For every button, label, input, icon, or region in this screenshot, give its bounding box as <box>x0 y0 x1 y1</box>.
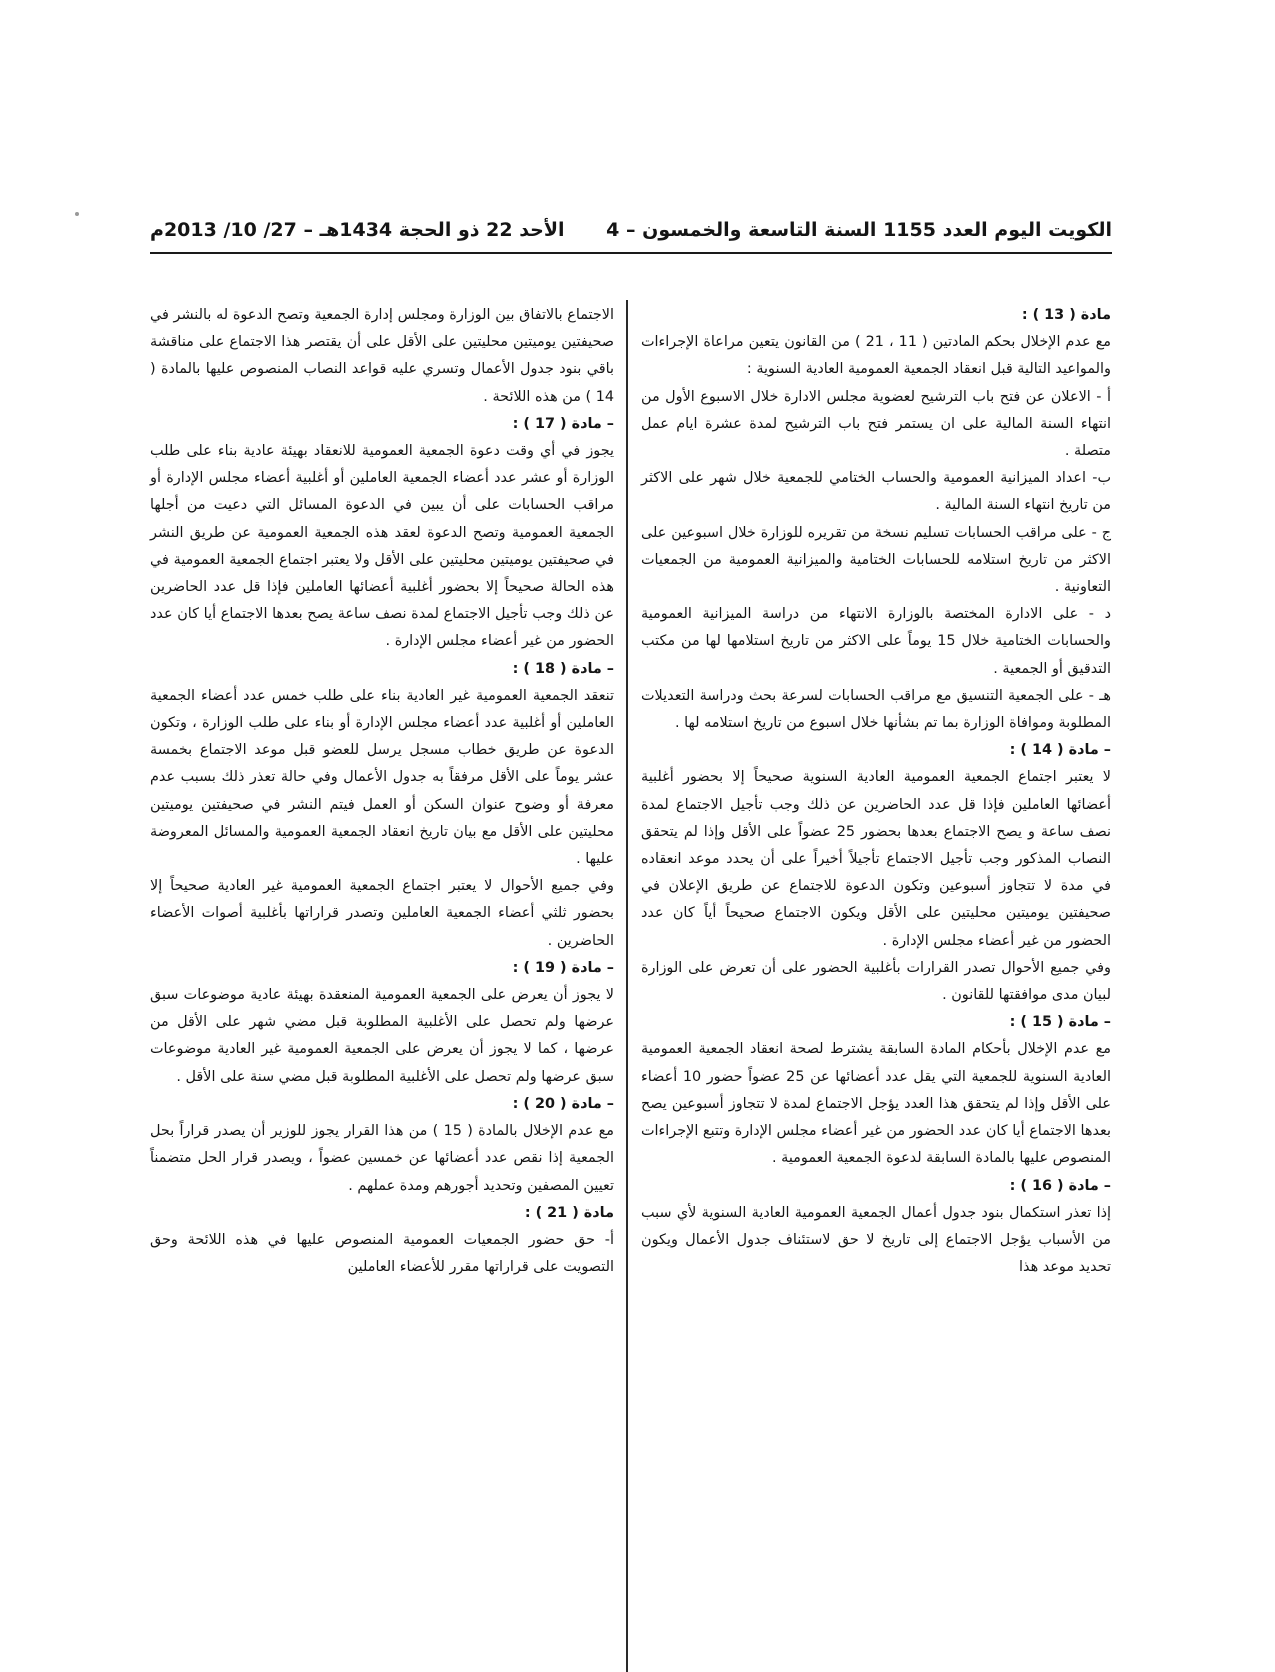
scan-speck <box>75 212 79 216</box>
article-paragraph: يجوز في أي وقت دعوة الجمعية العمومية للانعقاد بهيئة عادية بناء على طلب الوزارة أو عشر عدد أعضاء الجمعية العاملين أو أغلبية أعضاء مجلس الإدارة أو مراقب الحسابات على أن يبين في الدعوة المسائل التي دعيت من أجلها الجمعية العمومية وتصح الدعوة لعقد هذه الجمعية العمومية عن طريق النشر في صحيفتين يوميتين محليتين على الأقل ولا يعتبر اجتماع الجمعية العمومية في هذه الحالة صحيحاً إلا بحضور أغلبية أعضائها العاملين فإذا قل عدد الحاضرين عن ذلك وجب تأجيل الاجتماع لمدة نصف ساعة يصح بعدها الاجتماع أيا كان عدد الحضور من غير أعضاء مجلس الإدارة . <box>150 443 614 650</box>
article-paragraph: لا يجوز أن يعرض على الجمعية العمومية المنعقدة بهيئة عادية موضوعات سبق عرضها ولم تحصل على الأغلبية المطلوبة قبل مضي شهر على الأقل من عرضها ، كما لا يجوز أن يعرض على الجمعية العمومية غير العادية موضوعات سبق عرضها ولم تحصل على الأغلبية المطلوبة قبل مضي سنة على الأقل . <box>150 987 614 1085</box>
article-paragraph: د - على الادارة المختصة بالوزارة الانتهاء من دراسة الميزانية العمومية والحسابات الختامية خلال 15 يوماً على الاكثر من تاريخ استلامها لها من مكتب التدقيق أو الجمعية . <box>641 606 1111 677</box>
article-heading: مادة ( 21 ) : <box>524 1204 614 1221</box>
header-date: الأحد 22 ذو الحجة 1434هـ – 27/ 10/ 2013م <box>150 219 565 241</box>
page-header <box>150 219 1112 249</box>
article-paragraph: مع عدم الإخلال بأحكام المادة السابقة يشترط لصحة انعقاد الجمعية العمومية العادية السنوية للجمعية التي يقل عدد أعضائها عن 25 عضواً حضور 10 أعضاء على الأقل وإذا لم يتحقق هذا العدد يؤجل الاجتماع لمدة لا تتجاوز أسبوعين يصح بعدها الاجتماع أيا كان عدد الحضور من غير أعضاء مجلس الإدارة وتتبع الإجراءات المنصوص عليها بالمادة السابقة لدعوة الجمعية العمومية . <box>641 1041 1112 1167</box>
article-heading: – مادة ( 15 ) : <box>1009 1014 1111 1031</box>
header-issue-info: الكويت اليوم العدد 1155 السنة التاسعة والخمسون – 4 <box>606 219 1112 241</box>
article-paragraph: ج - على مراقب الحسابات تسليم نسخة من تقريره للوزارة خلال اسبوعين على الاكثر من تاريخ استلامه للحسابات الختامية والميزانية العمومية من الجمعيات التعاونية . <box>641 524 1111 596</box>
article-paragraph: إذا تعذر استكمال بنود جدول أعمال الجمعية العمومية العادية السنوية لأي سبب من الأسباب يؤجل الاجتماع إلى تاريخ لا حق لاستئناف جدول الأعمال ويكون تحديد موعد هذا <box>641 1204 1111 1276</box>
left-column <box>150 302 614 1281</box>
article-heading: – مادة ( 20 ) : <box>512 1095 614 1112</box>
article-paragraph: وفي جميع الأحوال تصدر القرارات بأغلبية الحضور على أن تعرض على الوزارة لبيان مدى موافقتها للقانون . <box>641 959 1111 1004</box>
column-divider <box>626 300 628 1672</box>
article-heading: – مادة ( 17 ) : <box>512 415 614 432</box>
article-paragraph: أ- حق حضور الجمعيات العمومية المنصوص عليها في هذه اللائحة وحق التصويت على قراراتها مقرر للأعضاء العاملين <box>150 1231 614 1276</box>
article-heading: – مادة ( 16 ) : <box>1009 1177 1111 1194</box>
header-rule <box>150 252 1112 254</box>
article-paragraph: مع عدم الإخلال بحكم المادتين ( 11 ، 21 ) من القانون يتعين مراعاة الإجراءات والمواعيد التالية قبل انعقاد الجمعية العمومية العادية السنوية : <box>641 334 1111 378</box>
article-paragraph: تنعقد الجمعية العمومية غير العادية بناء على طلب خمس عدد أعضاء الجمعية العاملين أو أغلبية عدد أعضاء مجلس الإدارة أو بناء على طلب الوزارة ، وتكون الدعوة عن طريق خطاب مسجل يرسل للعضو قبل موعد الاجتماع بخمسة عشر يوماً على الأقل مرفقاً به جدول الأعمال وفي حالة تعذر ذلك بسبب عدم معرفة أو وضوح عنوان السكن أو العمل فيتم النشر في صحيفتين يوميتين محليتين على الأقل مع بيان تاريخ انعقاد الجمعية العمومية والمسائل المعروضة عليها . <box>150 687 614 868</box>
article-heading: – مادة ( 14 ) : <box>1009 742 1111 759</box>
article-paragraph: وفي جميع الأحوال لا يعتبر اجتماع الجمعية العمومية غير العادية صحيحاً إلا بحضور ثلثي أعضاء الجمعية العاملين وتصدر قراراتها بأغلبية أصوات الأعضاء الحاضرين . <box>150 878 614 949</box>
article-paragraph: أ - الاعلان عن فتح باب الترشيح لعضوية مجلس الادارة خلال الاسبوع الأول من انتهاء السنة المالية على ان يستمر فتح باب الترشيح لمدة عشرة ايام عمل متصلة . <box>641 388 1111 460</box>
article-paragraph: لا يعتبر اجتماع الجمعية العمومية العادية السنوية صحيحاً إلا بحضور أغلبية أعضائها العاملين فإذا قل عدد الحاضرين عن ذلك وجب تأجيل الاجتماع لمدة نصف ساعة و يصح الاجتماع بعدها بحضور 25 عضواً على الأقل وإذا لم يتحقق النصاب المذكور وجب تأجيل الاجتماع تأجيلاً أخيراً على أن يحدد موعد انعقاده في مدة لا تتجاوز أسبوعين وتكون الدعوة للاجتماع عن طريق الإعلان في صحيفتين يوميتين محليتين على الأقل ويكون الاجتماع صحيحاً أياً كان عدد الحضور من غير أعضاء مجلس الإدارة . <box>641 769 1111 949</box>
article-paragraph: مع عدم الإخلال بالمادة ( 15 ) من هذا القرار يجوز للوزير أن يصدر قراراً بحل الجمعية إذا نقص عدد أعضائها عن خمسين عضواً ، ويصدر قرار الحل متضمناً تعيين المصفين وتحديد أجورهم ومدة عملهم . <box>150 1123 614 1194</box>
article-heading: مادة ( 13 ) : <box>1021 307 1111 323</box>
article-paragraph: الاجتماع بالاتفاق بين الوزارة ومجلس إدارة الجمعية وتصح الدعوة له بالنشر في صحيفتين يوميتين محليتين على الأقل على أن يقتصر هذا الاجتماع على مناقشة باقي بنود جدول الأعمال وتسري عليه قواعد النصاب المنصوص عليها بالمادة ( 14 ) من هذه اللائحة . <box>150 307 614 405</box>
right-column <box>641 302 1111 1281</box>
article-heading: – مادة ( 18 ) : <box>512 660 614 677</box>
article-paragraph: هـ - على الجمعية التنسيق مع مراقب الحسابات لسرعة بحث ودراسة التعديلات المطلوبة وموافاة الوزارة بما تم بشأنها خلال اسبوع من تاريخ استلامه لها . <box>641 687 1111 732</box>
article-heading: – مادة ( 19 ) : <box>512 959 614 976</box>
article-paragraph: ب- اعداد الميزانية العمومية والحساب الختامي للجمعية خلال شهر على الاكثر من تاريخ انتهاء السنة المالية . <box>641 470 1111 514</box>
